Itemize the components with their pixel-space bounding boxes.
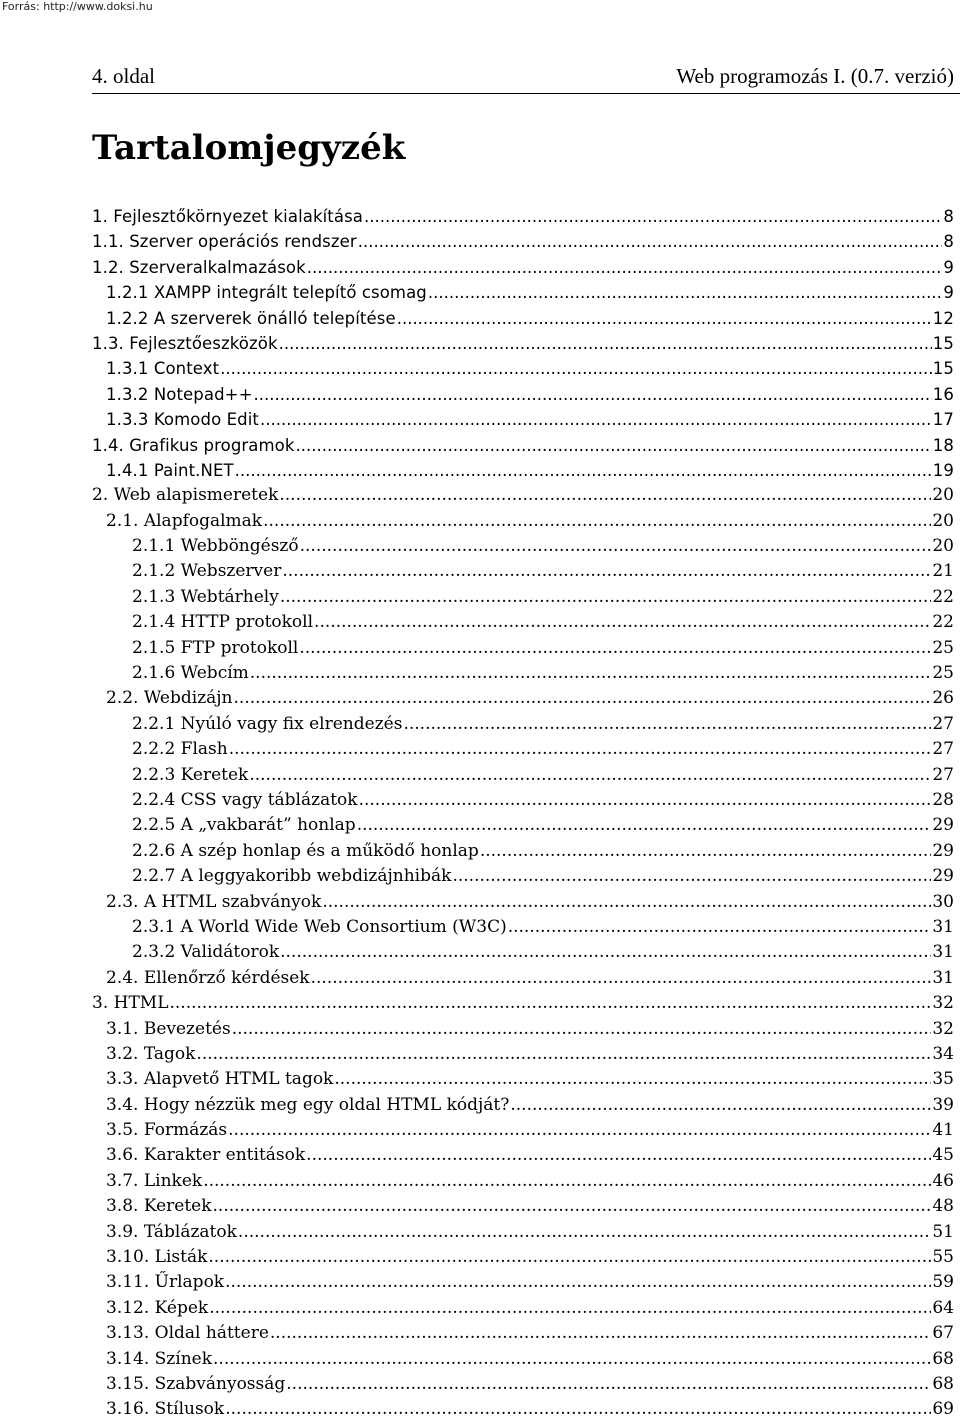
toc-entry[interactable] <box>92 1372 954 1397</box>
dot-leader <box>270 1321 931 1346</box>
dot-leader <box>232 1017 932 1042</box>
toc-entry-label: 1.4. Grafikus programok <box>92 435 295 455</box>
toc-entry-page: 15 <box>932 333 954 353</box>
dot-leader <box>250 661 932 686</box>
header-rule <box>92 93 960 94</box>
toc-entry[interactable] <box>92 763 954 788</box>
toc-entry-page: 8 <box>943 232 954 252</box>
toc-entry-label: 3.7. Linkek <box>106 1170 203 1191</box>
toc-entry[interactable] <box>92 585 954 610</box>
toc-entry-label: 2.2.4 CSS vagy táblázatok <box>132 789 358 810</box>
toc-entry-page: 51 <box>932 1221 954 1242</box>
page-number: 4. oldal <box>92 64 155 88</box>
source-note: Forrás: http://www.doksi.hu <box>2 0 153 13</box>
toc-entry-label: 1. Fejlesztőkörnyezet kialakítása <box>92 207 363 226</box>
toc-entry[interactable] <box>92 940 954 965</box>
toc-entry[interactable] <box>92 509 954 534</box>
toc-entry-page: 17 <box>932 410 954 430</box>
toc-entry-label: 3.6. Karakter entitások <box>106 1145 306 1166</box>
toc-entry-label: 3.15. Szabványosság <box>106 1373 286 1394</box>
toc-entry[interactable] <box>92 991 954 1016</box>
dot-leader <box>263 509 931 534</box>
toc-entry-label: 1.4.1 Paint.NET <box>106 460 234 480</box>
dot-leader <box>322 890 931 915</box>
toc-entry-label: 2.2.2 Flash <box>132 739 228 760</box>
toc-entry[interactable] <box>92 1017 954 1042</box>
toc-entry-page: 29 <box>932 866 954 887</box>
toc-entry-page: 45 <box>932 1145 954 1166</box>
toc-entry-page: 55 <box>932 1247 954 1268</box>
dot-leader <box>234 686 932 711</box>
toc-entry-page: 69 <box>932 1399 954 1420</box>
dot-leader <box>235 458 932 483</box>
dot-leader <box>357 813 932 838</box>
toc-entry[interactable] <box>92 1220 954 1245</box>
dot-leader <box>209 1296 931 1321</box>
toc-entry-label: 1.2.1 XAMPP integrált telepítő csomag <box>106 283 427 303</box>
toc-entry[interactable] <box>92 712 954 737</box>
dot-leader <box>299 636 931 661</box>
toc-entry-page: 9 <box>943 257 954 277</box>
toc-entry-label: 2.1.1 Webböngésző <box>132 536 299 557</box>
toc-entry-label: 3.12. Képek <box>106 1297 209 1318</box>
dot-leader <box>279 331 932 356</box>
toc-entry-label: 2.4. Ellenőrző kérdések <box>106 967 310 988</box>
toc-entry-label: 1.3.3 Komodo Edit <box>106 410 259 430</box>
toc-entry-page: 30 <box>932 891 954 912</box>
toc-entry-page: 34 <box>932 1043 954 1064</box>
dot-leader <box>508 915 932 940</box>
dot-leader <box>296 433 932 458</box>
toc-entry[interactable] <box>92 1143 954 1168</box>
toc-entry-label: 2.2.7 A leggyakoribb webdizájnhibák <box>132 866 452 887</box>
dot-leader <box>254 382 932 407</box>
toc-entry-label: 2. Web alapismeretek <box>92 485 279 506</box>
dot-leader <box>358 229 943 254</box>
toc-entry[interactable] <box>92 1194 954 1219</box>
toc-entry[interactable] <box>92 229 954 254</box>
toc-entry[interactable] <box>92 1169 954 1194</box>
dot-leader <box>307 255 943 280</box>
dot-leader <box>225 1270 931 1295</box>
toc-entry-label: 1.3.2 Notepad++ <box>106 384 253 404</box>
toc-entry[interactable] <box>92 1067 954 1092</box>
toc-entry[interactable] <box>92 382 954 407</box>
dot-leader <box>249 763 931 788</box>
dot-leader <box>282 559 931 584</box>
dot-leader <box>280 585 932 610</box>
dot-leader <box>213 1194 932 1219</box>
toc-entry-label: 2.3. A HTML szabványok <box>106 891 322 912</box>
toc-entry[interactable] <box>92 890 954 915</box>
toc-entry-label: 3.13. Oldal háttere <box>106 1323 269 1344</box>
dot-leader <box>397 306 932 331</box>
toc-entry-label: 2.1.6 Webcím <box>132 663 249 684</box>
toc-entry[interactable] <box>92 356 954 381</box>
toc-entry-label: 3.14. Színek <box>106 1348 213 1369</box>
toc-entry-page: 26 <box>932 688 954 709</box>
toc-entry-label: 2.3.2 Validátorok <box>132 942 280 963</box>
toc-entry[interactable] <box>92 559 954 584</box>
toc-entry-label: 2.1.3 Webtárhely <box>132 586 279 607</box>
dot-leader <box>169 991 931 1016</box>
dot-leader <box>286 1372 931 1397</box>
toc-entry-page: 68 <box>932 1373 954 1394</box>
toc-entry-page: 20 <box>932 536 954 557</box>
dot-leader <box>300 534 932 559</box>
dot-leader <box>280 940 931 965</box>
dot-leader <box>359 788 932 813</box>
toc-entry-page: 32 <box>932 993 954 1014</box>
dot-leader <box>213 1347 931 1372</box>
toc-entry-label: 3.3. Alapvető HTML tagok <box>106 1069 334 1090</box>
dot-leader <box>203 1169 931 1194</box>
toc-entry-page: 22 <box>932 612 954 633</box>
toc-entry[interactable] <box>92 1321 954 1346</box>
toc-entry[interactable] <box>92 255 954 280</box>
toc-entry[interactable] <box>92 534 954 559</box>
toc-entry-label: 1.2.2 A szerverek önálló telepítése <box>106 308 396 328</box>
toc-entry-label: 3.8. Keretek <box>106 1196 212 1217</box>
toc-entry-label: 3. HTML <box>92 993 169 1014</box>
toc-entry[interactable] <box>92 839 954 864</box>
toc-entry-page: 15 <box>932 359 954 379</box>
toc-entry-page: 28 <box>932 789 954 810</box>
toc-entry[interactable] <box>92 1347 954 1372</box>
toc-entry-page: 31 <box>932 942 954 963</box>
toc-entry[interactable] <box>92 1118 954 1143</box>
toc-entry-page: 22 <box>932 586 954 607</box>
toc-entry-page: 48 <box>932 1196 954 1217</box>
toc-entry-label: 2.2.6 A szép honlap és a működő honlap <box>132 840 479 861</box>
dot-leader <box>334 1067 931 1092</box>
toc-entry-label: 3.5. Formázás <box>106 1120 228 1141</box>
toc-entry-page: 64 <box>932 1297 954 1318</box>
dot-leader <box>238 1220 931 1245</box>
dot-leader <box>311 966 932 991</box>
dot-leader <box>480 839 932 864</box>
toc-entry-label: 3.9. Táblázatok <box>106 1221 237 1242</box>
toc-entry-label: 1.2. Szerveralkalmazások <box>92 257 306 277</box>
toc-entry-page: 59 <box>932 1272 954 1293</box>
toc-entry[interactable] <box>92 1270 954 1295</box>
toc-entry-label: 3.16. Stílusok <box>106 1399 225 1420</box>
toc-entry-label: 2.2.3 Keretek <box>132 764 249 785</box>
toc-entry[interactable] <box>92 306 954 331</box>
toc-entry-label: 1.3. Fejlesztőeszközök <box>92 333 278 353</box>
toc-entry-page: 25 <box>932 637 954 658</box>
toc-entry-label: 3.10. Listák <box>106 1247 208 1268</box>
toc-entry-page: 29 <box>932 815 954 836</box>
dot-leader <box>279 483 931 508</box>
toc-entry-label: 3.4. Hogy nézzük meg egy oldal HTML kódját? <box>106 1094 510 1115</box>
toc-entry-label: 1.3.1 Context <box>106 359 220 379</box>
toc-entry-page: 32 <box>932 1018 954 1039</box>
toc-entry[interactable] <box>92 966 954 991</box>
dot-leader <box>208 1245 931 1270</box>
toc-entry-label: 2.1.5 FTP protokoll <box>132 637 299 658</box>
toc-entry-label: 2.2.5 A „vakbarát” honlap <box>132 815 356 836</box>
dot-leader <box>314 610 931 635</box>
toc-entry-page: 27 <box>932 764 954 785</box>
dot-leader <box>196 1042 931 1067</box>
toc-entry-page: 39 <box>932 1094 954 1115</box>
toc-entry-page: 27 <box>932 713 954 734</box>
toc-entry-page: 9 <box>943 283 954 303</box>
toc-entry-page: 46 <box>932 1170 954 1191</box>
toc-entry-label: 2.1. Alapfogalmak <box>106 510 263 531</box>
toc-entry-page: 27 <box>932 739 954 760</box>
toc-entry[interactable] <box>92 458 954 483</box>
toc-entry[interactable] <box>92 1093 954 1118</box>
toc-entry-page: 68 <box>932 1348 954 1369</box>
document-version: Web programozás I. (0.7. verzió) <box>676 64 954 88</box>
toc-entry-page: 20 <box>932 485 954 506</box>
toc-entry-label: 2.2.1 Nyúló vagy fix elrendezés <box>132 713 403 734</box>
dot-leader <box>306 1143 931 1168</box>
toc-entry-page: 12 <box>932 308 954 328</box>
dot-leader <box>220 356 932 381</box>
toc-entry[interactable] <box>92 331 954 356</box>
toc-entry[interactable] <box>92 1245 954 1270</box>
dot-leader <box>510 1093 931 1118</box>
toc-entry[interactable] <box>92 1296 954 1321</box>
toc-entry[interactable] <box>92 813 954 838</box>
toc-entry[interactable] <box>92 864 954 889</box>
toc-entry-label: 2.1.4 HTTP protokoll <box>132 612 314 633</box>
dot-leader <box>364 204 942 229</box>
toc-entry-label: 3.11. Űrlapok <box>106 1272 225 1293</box>
page-title: Tartalomjegyzék <box>92 128 406 168</box>
toc-entry-page: 25 <box>932 663 954 684</box>
toc-entry-page: 31 <box>932 967 954 988</box>
toc-entry-label: 2.3.1 A World Wide Web Consortium (W3C) <box>132 916 507 937</box>
toc-entry-label: 1.1. Szerver operációs rendszer <box>92 232 357 252</box>
toc-entry-label: 3.1. Bevezetés <box>106 1018 231 1039</box>
dot-leader <box>260 407 932 432</box>
toc-entry-page: 41 <box>932 1120 954 1141</box>
toc-entry-label: 2.2. Webdizájn <box>106 688 233 709</box>
toc-entry-page: 21 <box>932 561 954 582</box>
toc-entry[interactable] <box>92 788 954 813</box>
toc-entry-label: 2.1.2 Webszerver <box>132 561 282 582</box>
toc-entry-page: 67 <box>932 1323 954 1344</box>
dot-leader <box>228 1118 931 1143</box>
toc-entry-page: 35 <box>932 1069 954 1090</box>
toc-entry[interactable] <box>92 204 954 229</box>
toc-entry[interactable] <box>92 1042 954 1067</box>
table-of-contents <box>92 204 954 1423</box>
toc-entry-label: 3.2. Tagok <box>106 1043 196 1064</box>
dot-leader <box>229 737 932 762</box>
toc-entry-page: 16 <box>932 384 954 404</box>
toc-entry[interactable] <box>92 686 954 711</box>
toc-entry-page: 8 <box>943 207 954 226</box>
toc-entry[interactable] <box>92 483 954 508</box>
dot-leader <box>452 864 931 889</box>
dot-leader <box>403 712 931 737</box>
page-header <box>92 62 960 92</box>
toc-entry[interactable] <box>92 610 954 635</box>
toc-entry-page: 19 <box>932 460 954 480</box>
toc-entry[interactable] <box>92 915 954 940</box>
toc-entry[interactable] <box>92 407 954 432</box>
dot-leader <box>428 280 943 305</box>
toc-entry-page: 29 <box>932 840 954 861</box>
toc-entry-page: 31 <box>932 916 954 937</box>
toc-entry[interactable] <box>92 737 954 762</box>
toc-entry[interactable] <box>92 636 954 661</box>
toc-entry[interactable] <box>92 661 954 686</box>
toc-entry[interactable] <box>92 433 954 458</box>
toc-entry-page: 18 <box>932 435 954 455</box>
toc-entry[interactable] <box>92 280 954 305</box>
toc-entry-page: 20 <box>932 510 954 531</box>
